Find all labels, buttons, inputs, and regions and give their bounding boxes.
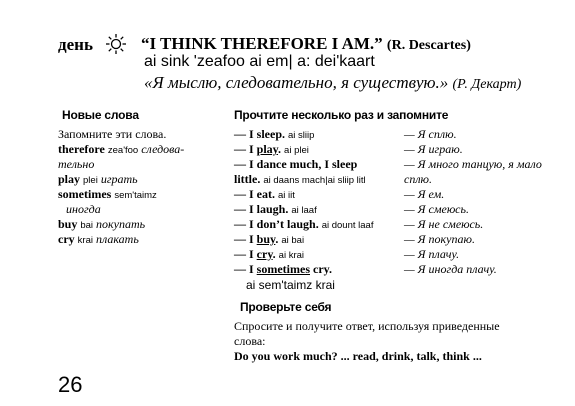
practice-line-10 [234,262,332,277]
line-en: — I [234,127,257,141]
practice-ru-2: — Я играю. [404,142,463,156]
line-en: eat. [256,187,275,201]
word-en: therefore [58,142,105,156]
word-cry [58,232,139,248]
line-trans: ai laaf [291,205,317,216]
line-trans: ai daans mach|ai sliip litl [263,175,366,186]
line-en: — I [234,247,257,261]
word-trans: bai [80,220,94,231]
line-en: little. [234,172,261,186]
line-trans: ai plei [284,145,309,156]
sun-icon [105,33,127,55]
practice-line-6 [234,202,317,218]
new-words-title: Новые слова [62,108,139,122]
quote-translation-line [144,73,521,93]
line-en: laugh. [256,202,289,216]
word-sometimes [58,187,157,203]
word-trans: plei [83,175,98,186]
word-play [58,172,138,188]
line-trans: ai sliip [288,130,315,141]
practice-ru-6: — Я смеюсь. [404,202,469,216]
line-en: — I [234,202,257,216]
check-text-1: Спросите и получите ответ, используя приведенные [234,319,500,333]
word-sometimes-ru: иногда [66,202,101,216]
line-en-underlined: play [256,142,279,156]
word-en: buy [58,217,78,231]
word-trans: krai [77,235,93,246]
line-en: sleep. [256,127,286,141]
word-trans: sem'taimz [114,190,157,201]
practice-line-5 [234,187,295,203]
line-trans: ai bai [281,235,305,246]
practice-title: Прочтите несколько раз и запомните [234,108,449,122]
quote-author: (R. Descartes) [386,38,471,53]
practice-line-1 [234,127,314,143]
check-title: Проверьте себя [240,300,332,314]
word-en: cry [58,232,75,246]
word-buy [58,217,145,233]
line-en: — I [234,217,257,231]
day-label: день [58,35,93,54]
practice-ru-3: — Я много танцую, я мало [404,157,542,171]
practice-ru-9: — Я плачу. [404,247,460,261]
line-en: — I [234,187,257,201]
line-en: . [272,247,276,261]
new-words-intro: Запомните эти слова. [58,127,167,141]
word-en: play [58,172,81,186]
practice-ru-5: — Я ем. [404,187,445,201]
line-en-underlined: cry [256,247,273,261]
line-en: — I [234,232,257,246]
word-ru: играть [100,172,138,186]
line-en: . [278,142,282,156]
practice-line-11-transcription: ai sem'taimz krai [246,278,335,292]
quote-translation: «Я мыслю, следовательно, я существую.» [144,73,449,92]
line-en-underlined: buy [256,232,276,246]
line-trans: ai krai [278,250,305,261]
page-number: 26 [58,372,83,397]
check-text-2: слова: [234,334,266,348]
word-en: sometimes [58,187,112,201]
practice-line-7 [234,217,373,233]
practice-line-4 [234,172,366,188]
line-en: cry. [310,262,332,276]
practice-line-3: — I dance much, I sleep [234,157,358,171]
line-en: . [275,232,279,246]
word-ru: следова- [141,142,185,156]
practice-ru-1: — Я сплю. [404,127,457,141]
practice-line-2 [234,142,309,158]
practice-line-8 [234,232,304,248]
line-trans: ai dount laaf [321,220,374,231]
line-en-underlined: sometimes [256,262,310,276]
quote-transcription: ai sink 'zeafoo ai em| a: dei'kaart [144,53,375,70]
line-en: don’t laugh. [256,217,319,231]
practice-ru-8: — Я покупаю. [404,232,475,246]
quote-translation-author: (Р. Декарт) [452,77,522,92]
line-en: — I [234,142,257,156]
quote-line [141,34,471,54]
line-en: — I [234,262,257,276]
practice-ru-7: — Я не смеюсь. [404,217,484,231]
check-text-3: Do you work much? ... read, drink, talk, think ... [234,349,482,363]
practice-line-9 [234,247,304,263]
practice-ru-10: — Я иногда плачу. [404,262,497,276]
word-trans: zea'foo [107,145,139,156]
word-therefore-ru-cont: тельно [58,157,95,171]
quote-text: “I THINK THEREFORE I AM.” [141,34,383,53]
word-therefore [58,142,184,158]
practice-ru-4: сплю. [404,172,433,186]
word-ru: покупать [96,217,146,231]
line-trans: ai iit [278,190,295,201]
word-ru: плакать [95,232,139,246]
